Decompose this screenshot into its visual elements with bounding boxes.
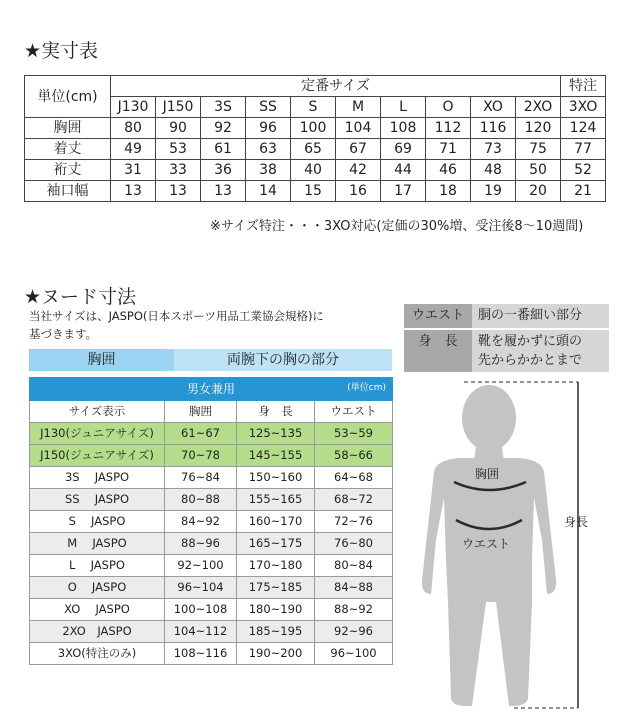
chest-cell: 92~100 xyxy=(165,555,237,577)
table-row xyxy=(30,577,393,599)
intro-line: 基づきます。 xyxy=(29,327,98,341)
table-row xyxy=(25,160,606,181)
column-header: サイズ表示 xyxy=(30,401,165,423)
height-cell: 175~185 xyxy=(237,577,315,599)
figure-chest-label: 胸囲 xyxy=(475,467,500,481)
size-header: L xyxy=(381,97,426,118)
cell: 90 xyxy=(156,118,201,139)
cell: 104 xyxy=(336,118,381,139)
table-unit: (単位cm) xyxy=(347,383,387,393)
size-cell: L JASPO xyxy=(30,555,165,577)
cell: 17 xyxy=(381,181,426,202)
size-header: 3S xyxy=(201,97,246,118)
table-row xyxy=(25,181,606,202)
height-description xyxy=(472,330,609,372)
table-row xyxy=(30,643,393,665)
intro-text xyxy=(29,307,369,343)
height-cell: 180~190 xyxy=(237,599,315,621)
cell: 42 xyxy=(336,160,381,181)
cell: 108 xyxy=(381,118,426,139)
chest-cell: 88~96 xyxy=(165,533,237,555)
height-key: 身 長 xyxy=(404,330,472,372)
chest-definition-bar xyxy=(29,349,392,371)
table-row xyxy=(30,511,393,533)
size-cell: 2XO JASPO xyxy=(30,621,165,643)
cell: 15 xyxy=(291,181,336,202)
cell: 53 xyxy=(156,139,201,160)
chest-cell: 104~112 xyxy=(165,621,237,643)
size-table-title: ★実寸表 xyxy=(24,40,99,62)
cell: 44 xyxy=(381,160,426,181)
waist-cell: 92~96 xyxy=(315,621,393,643)
size-cell: 3S JASPO xyxy=(30,467,165,489)
measurement-legend xyxy=(404,304,609,372)
size-header: J150 xyxy=(156,97,201,118)
row-label: 袖口幅 xyxy=(25,181,111,202)
height-cell: 150~160 xyxy=(237,467,315,489)
column-header: ウエスト xyxy=(315,401,393,423)
chest-cell: 100~108 xyxy=(165,599,237,621)
table-row xyxy=(30,555,393,577)
height-cell: 170~180 xyxy=(237,555,315,577)
row-label: 着丈 xyxy=(25,139,111,160)
cell: 124 xyxy=(561,118,606,139)
column-header: 胸囲 xyxy=(165,401,237,423)
height-cell: 125~135 xyxy=(237,423,315,445)
nude-size-title: ★ヌード寸法 xyxy=(24,286,137,308)
cell: 52 xyxy=(561,160,606,181)
column-header: 身 長 xyxy=(237,401,315,423)
size-header: S xyxy=(291,97,336,118)
cell: 31 xyxy=(111,160,156,181)
chest-cell: 84~92 xyxy=(165,511,237,533)
cell: 77 xyxy=(561,139,606,160)
cell: 50 xyxy=(516,160,561,181)
table-row xyxy=(30,445,393,467)
cell: 13 xyxy=(111,181,156,202)
cell: 116 xyxy=(471,118,516,139)
size-cell: M JASPO xyxy=(30,533,165,555)
height-cell: 185~195 xyxy=(237,621,315,643)
cell: 18 xyxy=(426,181,471,202)
size-header: XO xyxy=(471,97,516,118)
figure-height-label: 身長 xyxy=(564,515,589,529)
size-cell: J130(ジュニアサイズ) xyxy=(30,423,165,445)
cell: 63 xyxy=(246,139,291,160)
table-row xyxy=(30,467,393,489)
waist-cell: 96~100 xyxy=(315,643,393,665)
chest-cell: 108~116 xyxy=(165,643,237,665)
cell: 120 xyxy=(516,118,561,139)
table-title: 男女兼用 xyxy=(187,381,236,396)
row-label: 裄丈 xyxy=(25,160,111,181)
height-cell: 155~165 xyxy=(237,489,315,511)
special-size-group: 特注 xyxy=(561,76,606,97)
chest-cell: 61~67 xyxy=(165,423,237,445)
height-cell: 190~200 xyxy=(237,643,315,665)
cell: 92 xyxy=(201,118,246,139)
chest-cell: 70~78 xyxy=(165,445,237,467)
cell: 13 xyxy=(156,181,201,202)
cell: 71 xyxy=(426,139,471,160)
size-cell: XO JASPO xyxy=(30,599,165,621)
size-header: M xyxy=(336,97,381,118)
cell: 21 xyxy=(561,181,606,202)
chest-cell: 96~104 xyxy=(165,577,237,599)
height-desc-line: 先からかかとまで xyxy=(478,353,583,368)
cell: 75 xyxy=(516,139,561,160)
size-cell: SS JASPO xyxy=(30,489,165,511)
waist-description: 胴の一番細い部分 xyxy=(472,304,609,328)
table-row xyxy=(30,621,393,643)
height-cell: 145~155 xyxy=(237,445,315,467)
cell: 73 xyxy=(471,139,516,160)
chest-cell: 76~84 xyxy=(165,467,237,489)
standard-size-group: 定番サイズ xyxy=(111,76,561,97)
height-cell: 160~170 xyxy=(237,511,315,533)
table-row xyxy=(30,599,393,621)
cell: 61 xyxy=(201,139,246,160)
cell: 13 xyxy=(201,181,246,202)
waist-cell: 80~84 xyxy=(315,555,393,577)
table-row xyxy=(30,533,393,555)
cell: 49 xyxy=(111,139,156,160)
cell: 20 xyxy=(516,181,561,202)
height-desc-line: 靴を履かずに頭の xyxy=(478,334,583,349)
size-header: 2XO xyxy=(516,97,561,118)
waist-cell: 84~88 xyxy=(315,577,393,599)
cell: 38 xyxy=(246,160,291,181)
cell: 65 xyxy=(291,139,336,160)
table-row xyxy=(30,423,393,445)
chest-description: 両腕下の胸の部分 xyxy=(227,352,339,368)
size-header: O xyxy=(426,97,471,118)
waist-cell: 58~66 xyxy=(315,445,393,467)
cell: 14 xyxy=(246,181,291,202)
waist-key: ウエスト xyxy=(404,304,472,328)
size-cell: S JASPO xyxy=(30,511,165,533)
cell: 33 xyxy=(156,160,201,181)
actual-size-table xyxy=(24,75,606,202)
size-header: SS xyxy=(246,97,291,118)
intro-line: 当社サイズは、JASPO(日本スポーツ用品工業協会規格)に xyxy=(29,309,324,323)
size-cell: J150(ジュニアサイズ) xyxy=(30,445,165,467)
waist-cell: 68~72 xyxy=(315,489,393,511)
cell: 80 xyxy=(111,118,156,139)
waist-cell: 76~80 xyxy=(315,533,393,555)
size-cell: O JASPO xyxy=(30,577,165,599)
row-label: 胸囲 xyxy=(25,118,111,139)
waist-cell: 53~59 xyxy=(315,423,393,445)
cell: 46 xyxy=(426,160,471,181)
cell: 69 xyxy=(381,139,426,160)
waist-cell: 72~76 xyxy=(315,511,393,533)
nude-size-table xyxy=(29,377,393,665)
unit-label: 単位(cm) xyxy=(25,76,111,118)
height-cell: 165~175 xyxy=(237,533,315,555)
size-cell: 3XO(特注のみ) xyxy=(30,643,165,665)
cell: 40 xyxy=(291,160,336,181)
chest-label: 胸囲 xyxy=(29,349,174,371)
figure-waist-label: ウエスト xyxy=(462,537,511,551)
cell: 36 xyxy=(201,160,246,181)
cell: 67 xyxy=(336,139,381,160)
cell: 19 xyxy=(471,181,516,202)
cell: 100 xyxy=(291,118,336,139)
chest-cell: 80~88 xyxy=(165,489,237,511)
waist-cell: 64~68 xyxy=(315,467,393,489)
cell: 96 xyxy=(246,118,291,139)
size-header: J130 xyxy=(111,97,156,118)
size-header: 3XO xyxy=(561,97,606,118)
table-row xyxy=(25,139,606,160)
cell: 16 xyxy=(336,181,381,202)
cell: 112 xyxy=(426,118,471,139)
table-row xyxy=(30,489,393,511)
table-row xyxy=(25,118,606,139)
special-order-note: ※サイズ特注・・・3XO対応(定価の30%増、受注後8〜10週間) xyxy=(210,219,584,234)
cell: 48 xyxy=(471,160,516,181)
waist-cell: 88~92 xyxy=(315,599,393,621)
table-title-cell xyxy=(30,378,393,401)
